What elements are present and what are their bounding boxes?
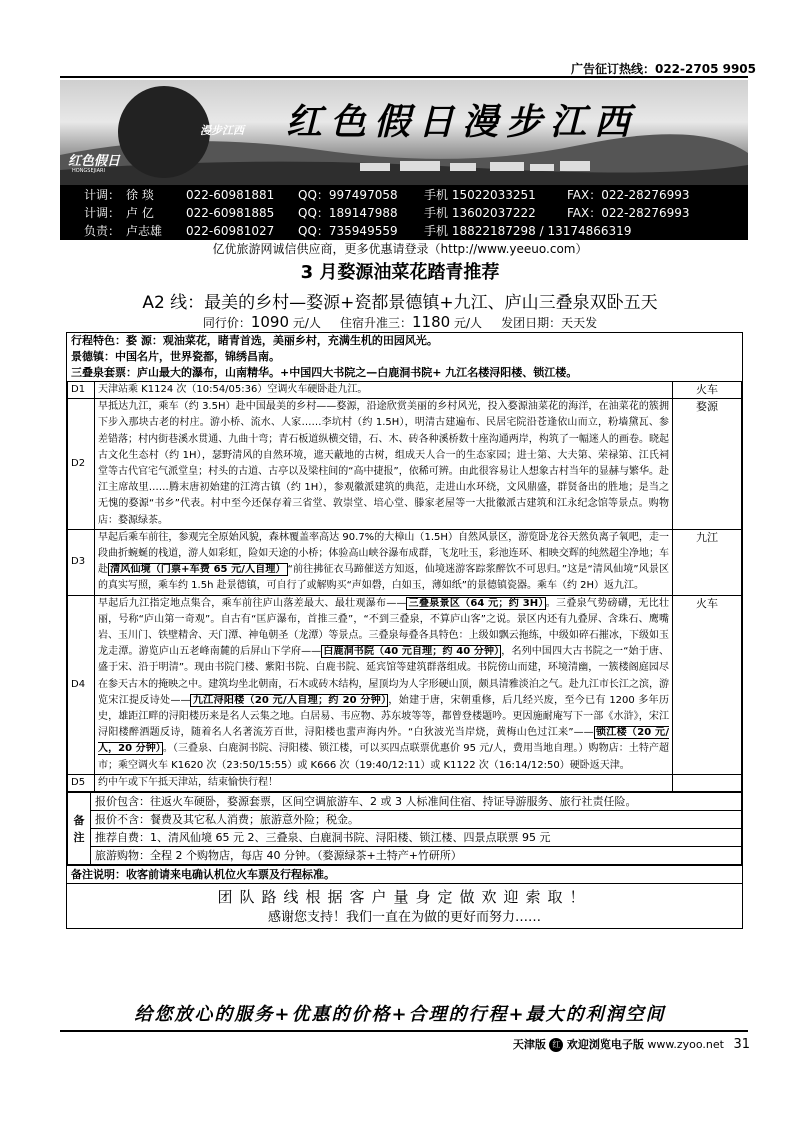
day-text: 。三叠泉气势磅礴，无比壮丽，号称“庐山第一奇观”。自古有“匡庐瀑布，首推三叠”，“不到三叠泉，不算庐山客”之说。景区内还有九叠屏、含珠石、鹰嘴岩、玉川门、铁壁精舍、天门潭、神龟朝圣（龙潭）等景点。三叠泉每叠各具特色：上级如飘云拖练，中级如碎石摧冰，下级如玉龙走潭。游览庐山五老峰南麓的后屏山下学府—— xyxy=(98,597,669,658)
feature-line: 景德镇：中国名片，世界瓷都，锦绣昌南。 xyxy=(71,350,280,363)
contact-qq: QQ：997497058 xyxy=(298,188,398,202)
hotline-label: 广告征订热线： xyxy=(570,62,655,76)
day-label: D2 xyxy=(68,399,95,530)
banner xyxy=(60,80,748,185)
contact-fax: FAX：022-28276993 xyxy=(567,188,690,202)
footer-edition: 天津版 xyxy=(512,1038,546,1051)
day-text: “前往拂征衣马蹄催送方知返，仙境迷游客踪浆醉饮不可思归。”这是“清风仙境”风景区的真实写照，乘车约 1.5h 赴景德镇，可自行了或解购买“声如磬，白如玉，薄如纸”的景德镇瓷器。乘车（约 2H）返九江。 xyxy=(98,564,669,592)
peer-price-value: 1090 xyxy=(250,313,290,331)
features-block xyxy=(67,333,742,381)
itinerary-table xyxy=(66,332,743,929)
thanks-note: 感谢您支持！我们一直在为做的更好而努力…… xyxy=(267,910,541,926)
note-row: 报价不含：餐费及其它私人消费；旅游意外险；税金。 xyxy=(91,811,742,829)
top-rule xyxy=(60,76,748,78)
itinerary-row xyxy=(68,774,742,791)
banner-title: 红色假日漫步江西 xyxy=(286,101,639,143)
contact-name: 徐 琰 xyxy=(126,188,154,202)
day-vehicle: 火车 xyxy=(673,595,742,774)
notes-table xyxy=(67,792,742,865)
contact-qq: QQ：189147988 xyxy=(298,206,398,220)
itinerary-row xyxy=(68,595,742,774)
day-vehicle: 九江 xyxy=(673,529,742,595)
day-vehicle: 婺源 xyxy=(673,399,742,530)
contact-tel: 022-60981885 xyxy=(186,206,275,220)
price-unit: 元/人 xyxy=(292,316,321,330)
day-label: D1 xyxy=(68,382,95,399)
contact-fax: FAX：022-28276993 xyxy=(567,206,690,220)
day-description xyxy=(95,399,673,530)
feature-line: 行程特色：婺 源：观油菜花，睹青首选，美丽乡村，充满生机的田园风光。 xyxy=(71,334,438,347)
logo-pinyin: HONGSEJIARI xyxy=(72,168,105,174)
note-row: 旅游购物：全程 2 个购物店，每店 40 分钟。（婺源绿茶+土特产+竹研所） xyxy=(91,847,742,865)
price-unit: 元/人 xyxy=(454,316,483,330)
day-text: ，始建于唐，宋朝重修，后几经兴废，至今已有 1200 多年历史，雄距江畔的浔阳楼历来是名人云集之地。白居易、韦应物、苏东坡等等，都曾登楼题吟。更因施耐庵写下一部《水浒》，宋江浔阳楼醉酒题反诗，随着名人名著流芳百世，浔阳楼也蜚声海内外。“白狄波光当岸烧，黄梅山色过江来”—— xyxy=(98,694,670,739)
slogan: 给您放心的服务+优惠的价格+合理的行程+最大的利润空间 xyxy=(134,1004,666,1025)
itinerary-row xyxy=(68,529,742,595)
notes-label: 备注 xyxy=(68,793,91,865)
peer-price-label: 同行价： xyxy=(202,316,251,330)
remark-note: 备注说明：收客前请来电确认机位火车票及行程标准。 xyxy=(67,865,742,883)
page-footer xyxy=(513,1036,750,1052)
day-label: D3 xyxy=(68,529,95,595)
contact-role: 负责： xyxy=(84,224,121,238)
contact-name: 卢志雄 xyxy=(126,224,163,238)
attraction-ticket: 三叠泉景区（64 元；约 3H） xyxy=(408,597,544,609)
day-text: 天津站乘 K1124 次（10:54/05:36）空调火车硬卧赴九江。 xyxy=(98,384,368,395)
day-description xyxy=(95,382,673,399)
day-description xyxy=(95,774,673,791)
main-title: 3 月婺源油菜花踏青推荐 xyxy=(300,262,500,283)
logo-brand-text: 红色假日 xyxy=(68,154,121,169)
feature-line: 三叠泉套票：庐山最大的瀑布，山南精华。+中国四大书院之—白鹿洞书院+ 九江名楼浔阳楼、锁江楼。 xyxy=(71,366,578,379)
day-label: D4 xyxy=(68,595,95,774)
note-row: 推荐自费：1、清风仙境 65 元 2、三叠泉、白鹿洞书院、浔阳楼、锁江楼、四景点联票 95 元 xyxy=(91,829,742,847)
day-label: D5 xyxy=(68,774,95,791)
attraction-ticket: 九江浔阳楼（20 元/人自理；约 20 分钟） xyxy=(192,694,387,706)
contact-role: 计调： xyxy=(84,206,121,220)
attraction-ticket: 清风仙境（门票+车费 65 元/人自理） xyxy=(110,564,286,576)
contact-name: 卢 亿 xyxy=(126,206,154,220)
upgrade-price-value: 1180 xyxy=(412,313,451,331)
footer-site: www.zyoo.net xyxy=(647,1038,724,1051)
ad-hotline xyxy=(571,60,756,77)
contact-panel xyxy=(60,185,748,240)
day-description xyxy=(95,529,673,595)
brand-badge-icon: 红 xyxy=(549,1038,563,1052)
attraction-ticket: 锁江楼（20 元/人，20 分钟） xyxy=(98,727,669,755)
logo-emblem xyxy=(118,86,210,178)
day-text: 早起后九江指定地点集合，乘车前往庐山落差最大、最壮观瀑布—— xyxy=(98,597,407,609)
route-title: A2 线：最美的乡村—婺源+瓷都景德镇+九江、庐山三叠泉双卧五天 xyxy=(142,293,658,313)
footer-text: 欢迎浏览电子版 xyxy=(566,1038,644,1051)
day-vehicle: 火车 xyxy=(673,382,742,399)
day-text: 。（三叠泉、白鹿洞书院、浔阳楼、锁江楼，可以买四点联票优惠价 95 元/人，费用当地自理。）购物店：土特产超市；乘空调火车 K1620 次（23:50/15:55）或 K666 次（19:40/12:11）或 K1122 次（16:14/12:50）硬卧返天津。 xyxy=(98,743,669,771)
price-line xyxy=(0,313,800,331)
hotline-number: 022-2705 9905 xyxy=(654,62,756,76)
contact-role: 计调： xyxy=(84,188,121,202)
custom-tour-welcome: 团队路线根据客户量身定做欢迎索取！ xyxy=(67,883,742,908)
logo-script-text: 漫步江西 xyxy=(200,124,244,137)
online-notice: 亿优旅游网诚信供应商，更多优惠请登录（http://www.yeeuo.com） xyxy=(212,242,588,256)
day-text: 早起后乘车前往，参观完全原始风貌，森林覆盖率高达 90.7%的大樟山（1.5H）自然风景区，游览卧龙谷天然负离子氧吧，走一段曲折蜿蜒的栈道，游人如彩虹，险如天途的小桥；体验高山峡谷瀑布成群，飞龙吐玉，彩池连环、相映交辉的纯然超尘净地；车赴 xyxy=(98,531,669,576)
itinerary-row xyxy=(68,399,742,530)
contact-tel: 022-60981881 xyxy=(186,188,275,202)
attraction-ticket: 白鹿洞书院（40 元自理；约 40 分钟） xyxy=(323,646,500,658)
itinerary-row xyxy=(68,382,742,399)
departure-label: 发团日期： xyxy=(501,316,562,330)
day-text: 约中午或下午抵天津站，结束愉快行程！ xyxy=(98,776,278,788)
day-text: ，名列中国四大古书院之一“始于唐、盛于宋、沿于明清”。现由书院门楼、紫阳书院、白鹿书院、延宾馆等建筑群落组成。书院傍山而建，环境清幽，一簇楼阁庭园尽在参天古木的掩映之中。建筑均坐北朝南，石木或砖木结构，屋顶均为人字形硬山顶，颇具清雅淡泊之气。赴九江市长江之滨，游览宋江提反诗处—— xyxy=(98,646,670,706)
contact-mobile: 手机 18822187298 / 13174866319 xyxy=(424,224,632,238)
departure-value: 天天发 xyxy=(561,316,598,330)
day-text: 早抵达九江，乘车（约 3.5H）赴中国最美的乡村——婺源，沿途欣赏美丽的乡村风光，投入婺源油菜花的海洋，在油菜花的簇拥下步入那块古老的村庄。游小桥、流水、人家……李坑村（约 1.5H），明清古建遍布、民居宅院沿苍逢依山而立，粉墙黛瓦、参差错落；村内街巷溪水贯通、九曲十弯；青石板道纵横交错，石、木、砖各种溪桥数十座沟通两岸，构筑了一幅迷人的画卷。晓起古文化生态村（约 1H），瑟野清风的自然环境，遮天蔽地的古树，组成天人合一的生态家园；进士第、大夫第、荣禄第、江氏祠堂等古代官宅气派堂皇；村头的古道、古亭以及梁柱间的“高中捷报”，依稀可辨。由此很容易让人想象古村当年的显赫与繁华。赴江主席故里……腾末唐初始建的江湾古镇（约 1H），参观徽派建筑的典范，走进山水环绕，文风鼎盛，群贤备出的胜地；是当之无愧的婺源“书乡”代表。村中至今还保存着三省堂、敦崇堂、培心堂、滕家老屋等一大批徽派古建筑和江永纪念馆等景点。购物店：婺源绿茶。 xyxy=(98,401,669,526)
contact-tel: 022-60981027 xyxy=(186,224,275,238)
contact-mobile: 手机 15022033251 xyxy=(424,188,536,202)
bottom-rule xyxy=(60,1030,748,1032)
note-row: 报价包含：往返火车硬卧，婺源套票，区间空调旅游车、2 或 3 人标准间住宿、持证导游服务、旅行社责任险。 xyxy=(91,793,742,811)
contact-qq: QQ：735949559 xyxy=(298,224,398,238)
contact-mobile: 手机 13602037222 xyxy=(424,206,536,220)
day-vehicle xyxy=(673,774,742,791)
itinerary-days xyxy=(67,381,742,792)
day-description xyxy=(95,595,673,774)
upgrade-price-label: 住宿升准三： xyxy=(339,316,412,330)
page-number: 31 xyxy=(733,1037,750,1052)
